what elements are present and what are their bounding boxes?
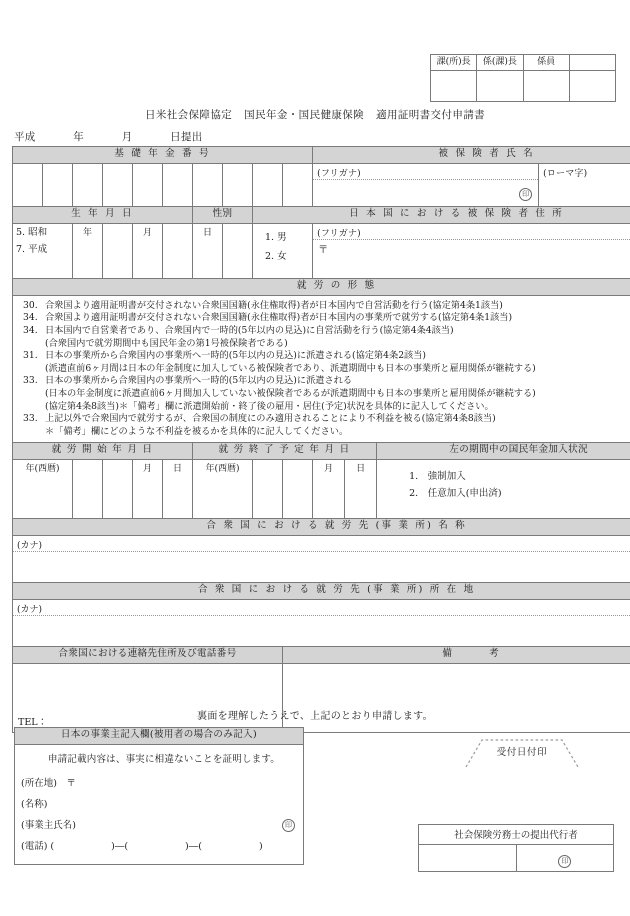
work-start-year-cell-3[interactable] [103,460,133,519]
employment-option-3-text: 日本国内で自営業者であり、合衆国内で一時的(5年以内の見込)に自営活動を行う(協定第4条4該当) [45,324,454,336]
main-form-table [12,146,630,733]
employer-name-field[interactable] [15,797,303,813]
employment-option-3-subline-1: (合衆国内で就労期間中も国民年金の第1号被保険者である) [45,337,288,349]
sharoushi-header-row [419,825,614,845]
sharoushi-title: 社会保険労務士の提出代行者 [419,825,614,845]
us-contact-tel-label: TEL： [18,716,48,728]
approval-entry-kakaricho[interactable] [477,71,523,102]
us-workplace-name-header: 合 衆 国 に お け る 就 労 先 (事 業 所) 名 称 [13,519,630,536]
pension-digit-2[interactable] [43,163,73,206]
work-end-year-label: 年(西暦) [205,464,240,475]
employment-type-list [13,296,630,443]
us-workplace-name-cell[interactable] [13,536,630,583]
gender-header: 性別 [193,206,253,223]
pension-digit-1[interactable] [13,163,43,206]
birth-month-cell-1[interactable] [133,223,163,278]
japan-address-postal-mark: 〒 [318,244,329,256]
work-start-year-cell-2[interactable] [73,460,103,519]
employment-option-6-number: 33. [23,413,38,425]
remarks-cell[interactable] [283,663,630,732]
insured-name-romaji-label: (ローマ字) [543,168,588,179]
title-insurance: 国民年金・国民健康保険 [244,109,365,121]
us-workplace-address-kana-label: (カナ) [13,600,630,616]
row-employment-type-list [13,295,630,443]
insured-name-furigana-cell[interactable] [313,163,539,206]
approval-col-kakariin: 係員 [523,55,569,71]
employer-address-field[interactable] [15,776,303,792]
employer-name-label: (名称) [21,798,48,810]
work-end-month-cell[interactable] [313,460,345,519]
employment-option-6-text: 上記以外で合衆国内で就労するが、合衆国の制度にのみ適用されることにより不利益を被る(協定第4条8該当) [45,413,496,425]
work-end-header: 就 労 終 了 予 定 年 月 日 [193,443,377,460]
work-end-day-label: 日 [356,464,366,475]
pension-digit-5[interactable] [133,163,163,206]
submit-day-label[interactable]: 日提出 [170,131,203,143]
pension-digit-4[interactable] [103,163,133,206]
birth-month-label: 月 [142,227,152,238]
employment-option-2-text: 合衆国より適用証明書が交付されない合衆国国籍(永住権取得)者が日本国内の事業所で就労する(協定第4条1該当) [45,312,513,324]
approval-box [430,54,616,102]
insured-name-value[interactable] [313,180,538,202]
title-agreement: 日米社会保障協定 [144,109,233,121]
row-work-period-header [13,443,630,460]
employment-option-4[interactable] [23,350,630,363]
approval-col-blank [569,55,615,71]
pension-digit-7[interactable] [193,163,223,206]
employment-option-5-subline-1: (日本の年金制度に派遣直前6ヶ月間加入していない被保険者であるが派遣期間中も日本の事業所と雇用関係が継続する) [45,387,536,399]
birth-year-cell-2[interactable] [103,223,133,278]
employment-option-2[interactable] [23,312,630,325]
approval-col-kakaricho: 係(課)長 [477,55,523,71]
pension-status-header: 左の期間中の国民年金加入状況 [377,443,630,460]
row-employment-type-header [13,278,630,295]
main-form [12,146,618,733]
submit-year-label[interactable]: 年 [73,131,85,143]
employment-option-1-text: 合衆国より適用証明書が交付されない合衆国国籍(永住権取得)者が日本国内で自営活動を行う(協定第4条1該当) [45,299,503,311]
row-pension-name-entry [13,163,630,206]
employer-section [14,727,304,865]
declaration-text: 裏面を理解したうえで、上記のとおり申請します。 [197,711,433,722]
employment-option-2-number: 34. [23,312,38,324]
birth-year-cell-1[interactable] [73,223,103,278]
us-workplace-address-header: 合 衆 国 に お け る 就 労 先 (事 業 所) 所 在 地 [13,583,630,600]
work-end-year-cell-1[interactable] [193,460,253,519]
title-application: 適用証明書交付申請書 [376,109,486,121]
submit-month-label[interactable]: 月 [121,131,133,143]
birth-month-cell-2[interactable] [163,223,193,278]
gender-cell[interactable] [253,223,313,278]
sharoushi-section [418,824,614,872]
work-end-month-label: 月 [324,464,334,475]
employment-option-5-subline-2: (協定第4条8該当)＊「備考」欄に派遣開始前・終了後の雇用・居住(予定)状況を具体的に記入してください。 [45,400,494,412]
employment-option-6[interactable] [23,413,630,426]
row-contact-remarks-entry [13,663,630,732]
pension-digit-8[interactable] [223,163,253,206]
receipt-stamp-label: 受付日付印 [496,747,548,758]
birth-date-header: 生 年 月 日 [13,206,193,223]
employer-certify-text: 申請記載内容は、事実に相違ないことを証明します。 [47,753,281,765]
birth-year-label: 年 [82,227,92,238]
pension-digit-9[interactable] [253,163,283,206]
pension-digit-6[interactable] [163,163,193,206]
pension-status-option-1[interactable]: 1. 強制加入 [409,471,466,483]
seal-icon: 印 [519,188,532,201]
approval-entry-blank[interactable] [569,71,615,102]
employment-option-1-number: 30. [23,299,38,311]
us-contact-cell[interactable] [13,663,283,732]
sharoushi-seal-icon: 印 [558,855,571,868]
pension-digit-3[interactable] [73,163,103,206]
row-contact-remarks-header [13,647,630,664]
employment-option-5[interactable] [23,375,630,388]
work-start-year-cell-1[interactable] [13,460,73,519]
employer-address-label: (所在地) 〒 [21,777,76,789]
row-us-workplace-address-entry [13,600,630,647]
birth-day-cell-2[interactable] [223,223,253,278]
pension-number-header: 基 礎 年 金 番 号 [13,147,313,164]
employer-header-row [15,728,304,745]
row-birth-gender-address-entry [13,223,630,278]
pension-status-options [377,460,630,502]
work-start-day-label: 日 [172,464,182,475]
insured-name-furigana-label: (フリガナ) [313,164,538,180]
japan-address-cell[interactable] [313,223,630,278]
row-pension-name-header [13,147,630,164]
birth-era-cell[interactable] [13,223,73,278]
employer-body-cell [15,744,304,864]
gender-option-female[interactable]: 2. 女 [265,250,287,262]
work-start-month-label: 月 [142,464,152,475]
sharoushi-seal-cell[interactable] [516,845,614,872]
birth-era-showa[interactable]: 5. 昭和 [16,226,48,238]
employment-option-3-number: 34. [23,324,38,336]
work-start-month-cell[interactable] [133,460,163,519]
employer-phone-label: (電話) ( )―( )―( ) [21,840,263,852]
approval-header-row [431,55,616,71]
japan-address-furigana-label: (フリガナ) [313,224,630,240]
work-end-day-cell[interactable] [345,460,377,519]
remarks-header: 備 考 [283,647,630,664]
birth-era-heisei[interactable]: 7. 平成 [16,243,48,255]
employer-body-row [15,744,304,864]
pension-status-cell [377,460,630,519]
employment-option-1[interactable] [23,300,630,313]
employment-option-4-subline-1: (派遣直前6ヶ月間は日本の年金制度に加入している被保険者であり、派遣期間中も日本の事業所と雇用関係が継続する) [45,362,536,374]
work-end-year-cell-3[interactable] [283,460,313,519]
us-workplace-address-cell[interactable] [13,600,630,647]
sharoushi-table [418,824,614,872]
employment-option-4-text: 日本の事業所から合衆国内の事業所へ一時的(5年以内の見込)に派遣される(協定第4条2該当) [45,350,426,362]
employer-phone-field[interactable] [15,839,303,855]
work-start-year-label: 年(西暦) [25,464,60,475]
sharoushi-entry-row [419,845,614,872]
birth-day-cell-1[interactable] [193,223,223,278]
employment-option-3[interactable] [23,325,630,338]
employment-option-4-number: 31. [23,350,38,362]
insured-name-header: 被 保 険 者 氏 名 [313,147,630,164]
employer-owner-field[interactable] [15,818,303,834]
employer-owner-label: (事業主氏名) [21,819,76,831]
approval-entry-row [431,71,616,102]
employment-option-6-subline-1: ＊「備考」欄にどのような不利益を被るかを具体的に記入してください。 [45,425,349,437]
row-us-workplace-name-header [13,519,630,536]
row-us-workplace-address-header [13,583,630,600]
us-contact-header: 合衆国における連絡先住所及び電話番号 [13,647,283,664]
pension-digit-10[interactable] [283,163,313,206]
japan-address-header: 日 本 国 に お け る 被 保 険 者 住 所 [253,206,630,223]
us-workplace-name-kana-label: (カナ) [13,536,630,552]
approval-entry-kacho[interactable] [431,71,477,102]
receipt-stamp-area[interactable] [462,738,582,768]
employer-section-header: 日本の事業主記入欄(被用者の場合のみ記入) [15,728,304,745]
insured-name-romaji-cell[interactable] [539,163,630,206]
us-workplace-address-value[interactable] [13,616,630,646]
submit-era-label: 平成 [14,131,36,143]
pension-status-option-2[interactable]: 2. 任意加入(申出済) [409,488,502,500]
row-work-period-entry [13,460,630,519]
work-start-header: 就 労 開 始 年 月 日 [13,443,193,460]
approval-table [430,54,616,102]
row-birth-gender-address-header [13,206,630,223]
work-start-day-cell[interactable] [163,460,193,519]
work-end-year-cell-2[interactable] [253,460,283,519]
employer-seal-icon: 印 [282,819,295,832]
birth-day-label: 日 [202,227,212,238]
us-workplace-name-value[interactable] [13,552,630,582]
employment-type-header: 就 労 の 形 態 [13,278,630,295]
gender-option-male[interactable]: 1. 男 [265,231,287,243]
employer-table [14,727,304,865]
submission-date-line [14,129,203,144]
approval-entry-kakariin[interactable] [523,71,569,102]
employment-type-list-cell [13,295,630,443]
approval-col-kacho: 課(所)長 [431,55,477,71]
employment-option-5-number: 33. [23,375,38,387]
employment-option-5-text: 日本の事業所から合衆国内の事業所へ一時的(5年以内の見込)に派遣される [45,375,353,387]
row-us-workplace-name-entry [13,536,630,583]
page-title [0,107,630,122]
sharoushi-name-field[interactable] [419,845,517,872]
